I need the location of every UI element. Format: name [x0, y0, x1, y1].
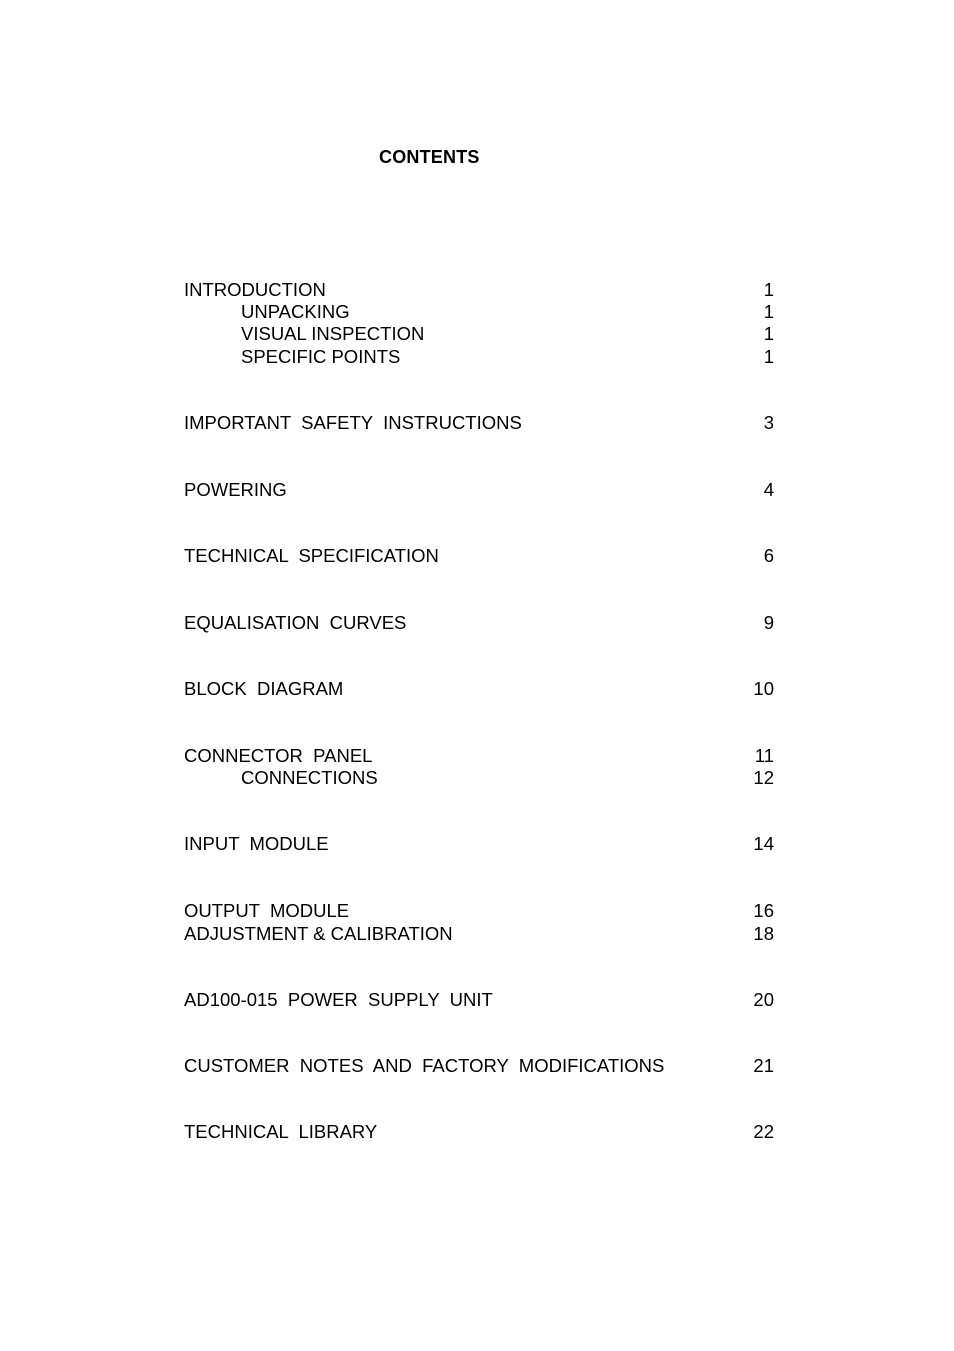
toc-entry-introduction[interactable] — [184, 279, 774, 301]
toc-entry-adjustment-calibration[interactable] — [184, 923, 774, 945]
toc-entry-powering[interactable] — [184, 479, 774, 501]
toc-entry-label: INTRODUCTION — [184, 279, 326, 300]
toc-entry-label: TECHNICAL SPECIFICATION — [184, 545, 439, 567]
toc-entry-page: 14 — [753, 833, 774, 855]
toc-entry-label: POWERING — [184, 478, 287, 500]
toc-entry-label: ADJUSTMENT & CALIBRATION — [184, 922, 453, 944]
toc-entry-page: 18 — [753, 922, 774, 944]
toc-entry-page: 3 — [763, 412, 774, 434]
toc-entry-output-module[interactable] — [184, 900, 774, 922]
toc-entry-page: 1 — [763, 301, 774, 323]
toc-entry-input-module[interactable] — [184, 833, 774, 855]
toc-entry-label: CUSTOMER NOTES AND FACTORY MODIFICATIONS — [184, 1054, 665, 1076]
toc-entry-unpacking[interactable] — [184, 301, 774, 323]
toc-entry-label: IMPORTANT SAFETY INSTRUCTIONS — [184, 412, 522, 434]
toc-entry-label: TECHNICAL LIBRARY — [184, 1121, 378, 1143]
toc-entry-label: UNPACKING — [241, 301, 350, 323]
toc-entry-label: BLOCK DIAGRAM — [184, 678, 344, 700]
toc-entry-technical-specification[interactable] — [184, 545, 774, 567]
toc-entry-page: 1 — [763, 323, 774, 345]
toc-entry-power-supply-unit[interactable] — [184, 989, 774, 1011]
toc-entry-page: 9 — [763, 611, 774, 633]
toc-entry-block-diagram[interactable] — [184, 678, 774, 700]
toc-entry-page: 16 — [753, 899, 774, 921]
toc-entry-technical-library[interactable] — [184, 1121, 774, 1143]
toc-entry-label: EQUALISATION CURVES — [184, 611, 407, 633]
page-title: CONTENTS — [379, 147, 480, 167]
toc-entry-page: 22 — [753, 1121, 774, 1143]
toc-entry-equalisation-curves[interactable] — [184, 612, 774, 634]
toc-entry-page: 21 — [753, 1054, 774, 1076]
toc-entry-label: CONNECTIONS — [241, 766, 378, 788]
toc-entry-label: INPUT MODULE — [184, 833, 329, 855]
toc-entry-specific-points[interactable] — [184, 346, 774, 368]
toc-entry-page: 4 — [763, 478, 774, 500]
toc-entry-connector-panel[interactable] — [184, 745, 774, 767]
toc-entry-customer-notes[interactable] — [184, 1055, 774, 1077]
toc-entry-label: CONNECTOR PANEL — [184, 744, 373, 766]
toc-entry-label: VISUAL INSPECTION — [241, 323, 425, 345]
toc-entry-safety-instructions[interactable] — [184, 412, 774, 434]
toc-entry-page: 6 — [763, 545, 774, 567]
toc-entry-page: 11 — [754, 744, 774, 766]
toc-entry-page: 1 — [763, 345, 774, 367]
toc-entry-label: AD100-015 POWER SUPPLY UNIT — [184, 988, 493, 1010]
table-of-contents — [184, 279, 774, 1144]
toc-entry-page: 20 — [753, 988, 774, 1010]
toc-entry-page: 10 — [753, 678, 774, 700]
toc-entry-label: OUTPUT MODULE — [184, 899, 350, 921]
toc-entry-page: 12 — [753, 766, 774, 788]
toc-entry-connections[interactable] — [184, 767, 774, 789]
toc-entry-visual-inspection[interactable] — [184, 323, 774, 345]
toc-entry-label: SPECIFIC POINTS — [241, 345, 401, 367]
toc-entry-page: 1 — [763, 279, 774, 300]
